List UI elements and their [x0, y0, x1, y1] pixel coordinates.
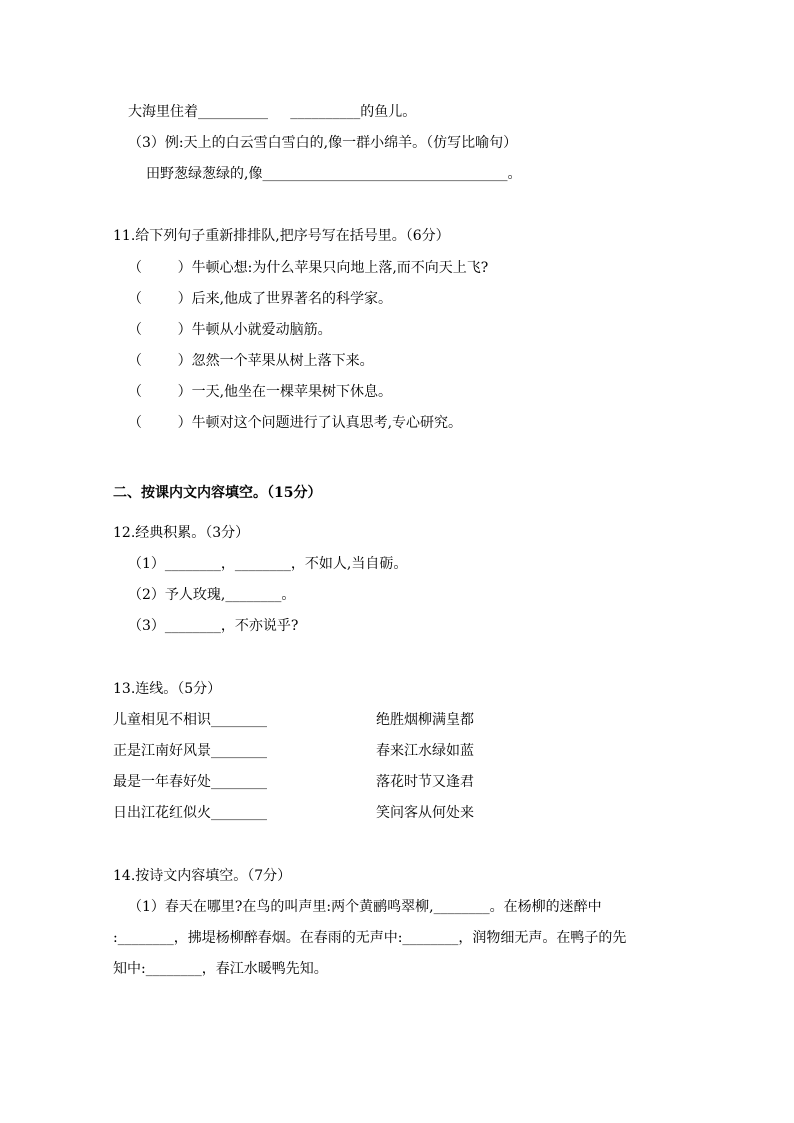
q13-right-item: 笑问客从何处来	[376, 805, 474, 821]
q14-line: 知中:________，春江水暖鸭先知。	[113, 961, 328, 977]
q14-line: :________，拂堤杨柳醉春烟。在春雨的无声中:________，润物细无声。在鸭子的先	[113, 930, 627, 946]
q11-item: （ ）牛顿心想:为什么苹果只向地上落,而不向天上飞?	[128, 260, 489, 276]
q11-title: 11.给下列句子重新排排队,把序号写在括号里。（6分）	[113, 228, 450, 244]
q13-title: 13.连线。（5分）	[113, 681, 222, 697]
q11-item: （ ）牛顿对这个问题进行了认真思考,专心研究。	[128, 415, 463, 431]
q13-left-item: 最是一年春好处________	[113, 774, 267, 790]
q13-left-item: 正是江南好风景________	[113, 743, 267, 759]
q11-item: （ ）忽然一个苹果从树上落下来。	[128, 353, 374, 369]
q11-item: （ ）后来,他成了世界著名的科学家。	[128, 291, 393, 307]
q13-right-item: 春来江水绿如蓝	[376, 743, 474, 759]
simile-answer-line: 田野葱绿葱绿的,像___________________________________。	[146, 166, 522, 182]
q13-right-item: 绝胜烟柳满皇都	[376, 712, 474, 728]
ocean-fill-line: 大海里住着__________ __________的鱼儿。	[128, 104, 417, 120]
q11-item: （ ）一天,他坐在一棵苹果树下休息。	[128, 384, 393, 400]
q13-left-item: 日出江花红似火________	[113, 805, 267, 821]
q13-left-item: 儿童相见不相识________	[113, 712, 267, 728]
q14-title: 14.按诗文内容填空。（7分）	[113, 868, 292, 884]
section-2-heading: 二、按课内文内容填空。（15分）	[113, 485, 322, 501]
q11-item: （ ）牛顿从小就爱动脑筋。	[128, 322, 332, 338]
q12-item: （3）________，不亦说乎?	[128, 618, 299, 634]
q12-item: （1）________，________，不如人,当自砺。	[128, 556, 408, 572]
q14-line: （1）春天在哪里?在鸟的叫声里:两个黄鹂鸣翠柳,________。在杨柳的迷醉中	[128, 899, 602, 915]
q12-item: （2）予人玫瑰,________。	[128, 587, 296, 603]
q13-right-item: 落花时节又逢君	[376, 774, 474, 790]
q12-title: 12.经典积累。（3分）	[113, 525, 250, 541]
simile-example-line: （3）例:天上的白云雪白雪白的,像一群小绵羊。（仿写比喻句）	[128, 135, 518, 151]
